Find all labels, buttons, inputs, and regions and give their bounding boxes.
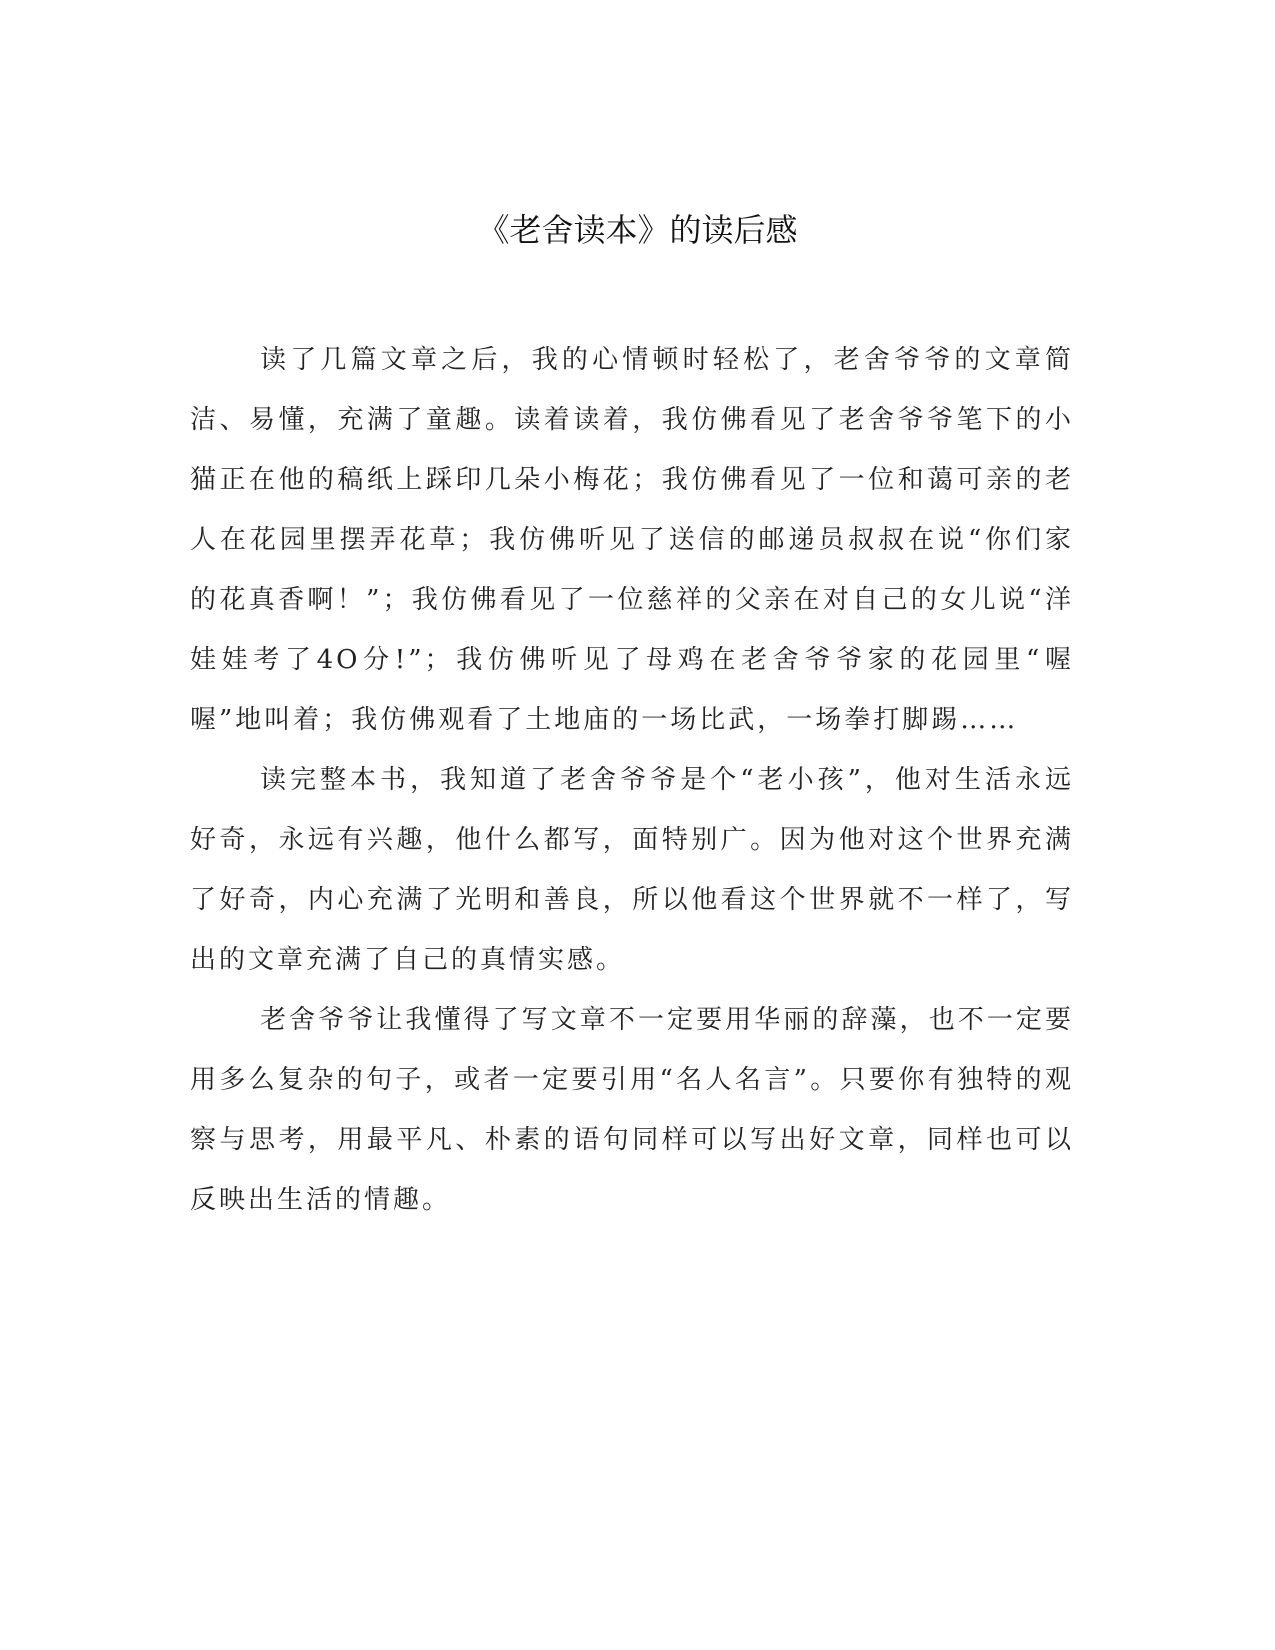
paragraph-2: 读完整本书，我知道了老舍爷爷是个“老小孩”，他对生活永远好奇，永远有兴趣，他什么都写，面特别广。因为他对这个世界充满了好奇，内心充满了光明和善良，所以他看这个世界就不一样了，写出的文章充满了自己的真情实感。 <box>190 765 1074 975</box>
document-body <box>190 330 1074 1230</box>
document-title: 《老舍读本》的读后感 <box>477 211 798 249</box>
paragraph-3: 老舍爷爷让我懂得了写文章不一定要用华丽的辞藻，也不一定要用多么复杂的句子，或者一定要引用“名人名言”。只要你有独特的观察与思考，用最平凡、朴素的语句同样可以写出好文章，同样也可以反映出生活的情趣。 <box>190 1005 1074 1215</box>
paragraph-1: 读了几篇文章之后，我的心情顿时轻松了，老舍爷爷的文章简洁、易懂，充满了童趣。读着读着，我仿佛看见了老舍爷爷笔下的小猫正在他的稿纸上踩印几朵小梅花；我仿佛看见了一位和蔼可亲的老人在花园里摆弄花草；我仿佛听见了送信的邮递员叔叔在说“你们家的花真香啊！”；我仿佛看见了一位慈祥的父亲在对自己的女儿说“洋娃娃考了4O分!”；我仿佛听见了母鸡在老舍爷爷家的花园里“喔喔”地叫着；我仿佛观看了土地庙的一场比武，一场拳打脚踢…… <box>190 345 1074 735</box>
